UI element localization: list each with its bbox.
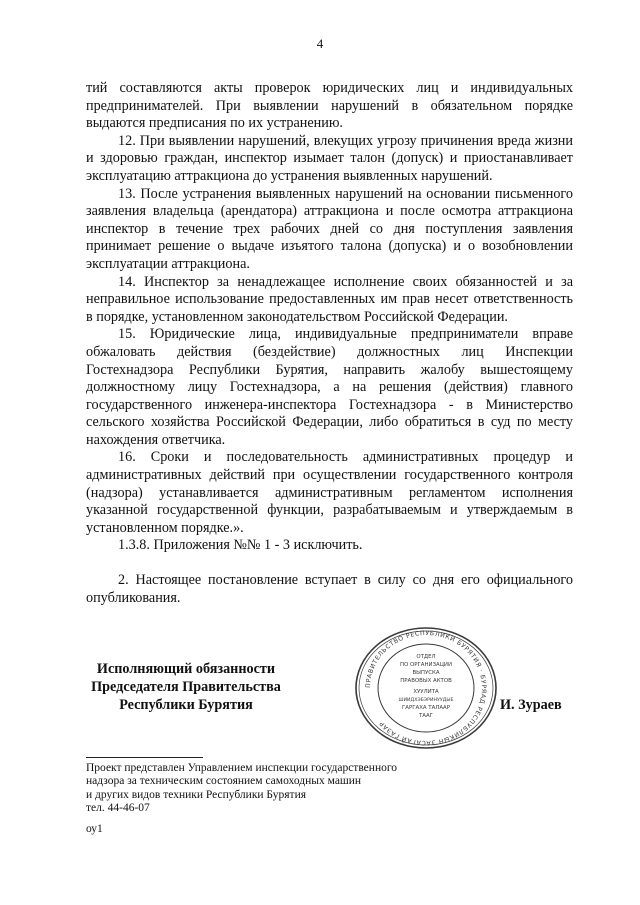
- seal-inner-line: ТААГ: [419, 713, 433, 719]
- paragraph-item-15: 15. Юридические лица, индивидуальные предприниматели вправе обжаловать действия (бездействие) должностных лиц Инспекции Гостехнадзора Республики Бурятия, направить жалобу вышестоящему должностному лицу Гостехнадзора, а на решения (действия) главного государственного инженера-инспектора Гостехнадзора - в Министерство сельского хозяйства Российской Федерации, либо обратиться в суд по месту нахождения ответчика.: [86, 326, 573, 448]
- footnote-line: и других видов техники Республики Бурятия: [86, 788, 307, 801]
- paragraph-item-12: 12. При выявлении нарушений, влекущих угрозу причинения вреда жизни и здоровью граждан, инспектор изымает талон (допуск) и приостанавливает эксплуатацию аттракциона до устранения выявленных нарушений.: [86, 132, 573, 184]
- signatory-title: [86, 661, 286, 714]
- seal-inner-line: ПО ОРГАНИЗАЦИИ: [400, 662, 452, 668]
- official-seal: [353, 626, 499, 750]
- signatory-name: И. Зураев: [500, 697, 562, 713]
- signatory-title-line: Председателя Правительства: [91, 678, 281, 695]
- footnote: [86, 762, 506, 816]
- paragraph-item-13: 13. После устранения выявленных нарушений на основании письменного заявления владельца (арендатора) аттракциона и после осмотра аттракциона инспектор в течение трех рабочих дней со дня поступления заявления принимает решение о выдаче изъятого талона (допуска) и о возобновлении эксплуатации аттракциона.: [86, 185, 573, 272]
- seal-inner-line: ХУУЛИТА: [413, 689, 439, 695]
- seal-outer-text: ПРАВИТЕЛЬСТВО РЕСПУБЛИКИ БУРЯТИЯ · БУРЯАД РЕСПУБЛИКЫН ЗАСАГАЙ ГАЗАР: [364, 629, 488, 747]
- paragraph-item-1-3-8: 1.3.8. Приложения №№ 1 - 3 исключить.: [118, 537, 363, 554]
- footnote-line: надзора за техническим состоянием самоходных машин: [86, 775, 362, 788]
- footnote-divider: [86, 757, 203, 758]
- paragraph-item-2: 2. Настоящее постановление вступает в силу со дня его официального опубликования.: [86, 572, 573, 606]
- signatory-title-line: Исполняющий обязанности: [96, 661, 276, 677]
- paragraph-item-16: 16. Сроки и последовательность административных процедур и административных действий при осуществлении государственного контроля (надзора) устанавливается административным регламентом исполнения указанной государственной функции, разрабатываемым и утверждаемым в установленном порядке.».: [86, 449, 573, 536]
- svg-text:ПРАВИТЕЛЬСТВО РЕСПУБЛИКИ БУРЯТ: [365, 630, 487, 746]
- document-body: [86, 80, 573, 607]
- seal-inner-line: ГАРГАХА ТАЛААР: [402, 705, 450, 711]
- seal-inner-line: ОТДЕЛ: [416, 654, 436, 660]
- footnote-line: Проект представлен Управлением инспекции государственного: [86, 762, 398, 774]
- seal-inner-line: ВЫПУСКА: [412, 670, 440, 676]
- signatory-title-line: Республики Бурятия: [119, 696, 253, 713]
- seal-inner-line: ШИИДХЭБЭРИНУУДЫЕ: [398, 698, 454, 703]
- paragraph-continuation: тий составляются акты проверок юридических лиц и индивидуальных предпринимателей. При выявлении нарушений в обязательном порядке выдаются предписания по их устранению.: [86, 80, 573, 132]
- document-code: оу1: [86, 823, 103, 835]
- footnote-line: тел. 44-46-07: [86, 802, 150, 815]
- paragraph-item-14: 14. Инспектор за ненадлежащее исполнение своих обязанностей и за неправильное использование предоставленных им прав несет ответственность в порядке, установленном законодательством Российской Федерации.: [86, 273, 573, 325]
- page-number: 4: [316, 36, 324, 51]
- seal-inner-line: ПРАВОВЫХ АКТОВ: [400, 678, 452, 684]
